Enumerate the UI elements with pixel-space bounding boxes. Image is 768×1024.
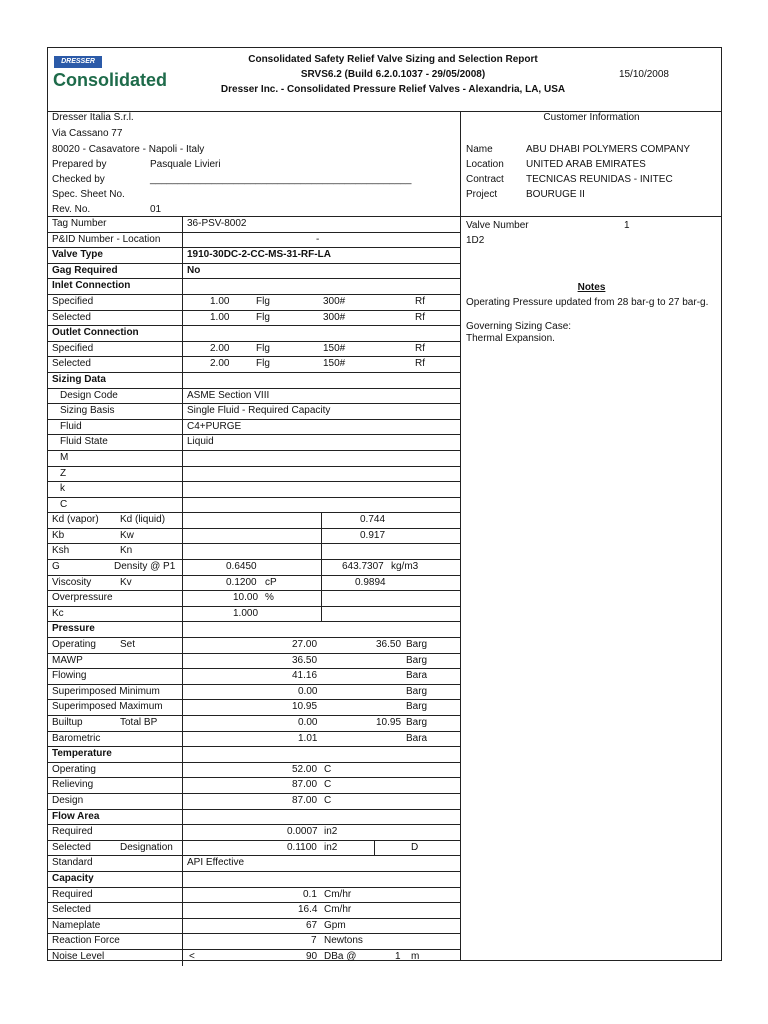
row-label: Viscosity	[52, 576, 92, 588]
project-label: Project	[466, 189, 498, 200]
report-company-line: Dresser Inc. - Consolidated Pressure Relief Valves - Alexandria, LA, USA	[220, 84, 566, 95]
row-label: Superimposed Maximum	[52, 701, 163, 713]
right-column	[460, 111, 722, 960]
row-label: Sizing Basis	[60, 405, 115, 417]
gag-value: No	[187, 264, 201, 276]
row-unit: C	[324, 794, 332, 806]
row-unit: kg/m3	[391, 561, 419, 573]
temperature-header: Temperature	[52, 748, 112, 760]
row-label: Kb	[52, 529, 65, 541]
row-value: 1.01	[298, 732, 318, 744]
row-value: Liquid	[187, 436, 214, 448]
table-row	[48, 217, 460, 233]
row-value: ASME Section VIII	[187, 389, 270, 401]
row-label: C	[60, 498, 68, 510]
table-row	[48, 638, 460, 654]
valve-type-value: 1910-30DC-2-CC-MS-31-RF-LA	[187, 249, 331, 261]
row-value: 0.1200	[226, 576, 257, 588]
valve-type-label: Valve Type	[52, 249, 103, 261]
row-label-2: Kw	[120, 529, 134, 541]
row-label: Nameplate	[52, 919, 101, 931]
row-label: Noise Level	[52, 950, 105, 962]
row-label: M	[60, 451, 69, 463]
table-row	[48, 529, 460, 545]
pid-value: -	[316, 233, 320, 245]
facing: Rf	[415, 295, 425, 307]
notes-title: Notes	[577, 282, 606, 293]
row-value: 0.917	[360, 529, 386, 541]
row-label: Operating	[52, 639, 96, 651]
section-header	[48, 279, 460, 295]
facing: Rf	[415, 311, 425, 323]
row-value: C4+PURGE	[187, 420, 242, 432]
row-label: Selected	[52, 311, 91, 323]
flow-area-header: Flow Area	[52, 810, 100, 822]
row-unit: C	[324, 763, 332, 775]
type: Flg	[256, 311, 270, 323]
row-unit: Cm/hr	[324, 888, 352, 900]
row-value: 0.00	[298, 717, 318, 728]
orifice-designation: D	[411, 841, 419, 853]
spec-sheet-label: Spec. Sheet No.	[52, 189, 125, 200]
row-unit: DBa @	[324, 950, 357, 962]
row-value-2: 36.50	[376, 639, 402, 651]
row-label: Reaction Force	[52, 935, 120, 947]
row-value: 27.00	[292, 639, 318, 651]
capacity-header: Capacity	[52, 872, 94, 884]
row-label: Operating	[52, 763, 96, 775]
customer-info	[461, 111, 722, 217]
row-label-2: Kn	[120, 545, 133, 557]
table-row	[48, 950, 460, 966]
table-row	[48, 700, 460, 716]
table-row	[48, 560, 460, 576]
table-row	[48, 576, 460, 592]
project-value: BOURUGE II	[526, 189, 585, 200]
type: Flg	[256, 358, 270, 370]
row-label: Kd (vapor)	[52, 514, 99, 526]
row-unit: in2	[324, 826, 338, 838]
row-value: 16.4	[298, 904, 318, 916]
table-row	[48, 856, 460, 872]
section-header	[48, 810, 460, 826]
row-label: Design Code	[60, 389, 118, 401]
table-row	[48, 888, 460, 904]
name-label: Name	[466, 144, 493, 155]
row-label: Standard	[52, 857, 93, 869]
row-value: 0.00	[298, 685, 318, 697]
row-unit: in2	[324, 841, 338, 853]
table-row	[48, 435, 460, 451]
row-unit: cP	[265, 576, 277, 588]
pressure-header: Pressure	[52, 623, 95, 635]
row-value: 0.744	[360, 514, 386, 526]
row-label: Selected	[52, 904, 91, 916]
report-date: 15/10/2008	[618, 69, 669, 80]
row-value: Single Fluid - Required Capacity	[187, 405, 331, 417]
table-row	[48, 295, 460, 311]
less-than: <	[189, 950, 195, 962]
rating: 150#	[323, 358, 346, 370]
table-row	[48, 233, 460, 249]
row-label: k	[60, 483, 65, 495]
table-row	[48, 654, 460, 670]
row-unit: Barg	[406, 639, 428, 651]
note-line-3: Thermal Expansion.	[466, 333, 555, 344]
section-header	[48, 747, 460, 763]
type: Flg	[256, 342, 270, 354]
row-label: Builtup	[52, 717, 83, 728]
checked-by-line: _______________________________________________	[150, 174, 412, 185]
row-value-2: 10.95	[376, 717, 402, 728]
company-block	[48, 111, 460, 217]
table-row	[48, 591, 460, 607]
inlet-header: Inlet Connection	[52, 280, 131, 292]
row-label-2: Total BP	[120, 717, 158, 728]
table-row	[48, 794, 460, 810]
table-row	[48, 467, 460, 483]
gag-label: Gag Required	[52, 264, 118, 276]
rev-label: Rev. No.	[52, 204, 91, 215]
row-unit: Barg	[406, 654, 428, 666]
row-value: 1.000	[233, 607, 259, 619]
table-row	[48, 342, 460, 358]
rev-value: 01	[150, 204, 162, 215]
tag-label: Tag Number	[52, 218, 107, 229]
row-value: 87.00	[292, 794, 318, 806]
valve-code: 1D2	[466, 235, 485, 246]
row-value: 90	[306, 950, 318, 962]
contract-label: Contract	[466, 174, 504, 185]
row-value: 0.1100	[287, 841, 317, 853]
row-label: Barometric	[52, 732, 101, 744]
table-row	[48, 357, 460, 373]
row-label: Specified	[52, 342, 94, 354]
company-city: 80020 - Casavatore - Napoli - Italy	[52, 144, 205, 155]
section-header	[48, 326, 460, 342]
row-label: MAWP	[52, 654, 83, 666]
row-label: Selected	[52, 358, 91, 370]
distance-unit: m	[411, 950, 420, 962]
table-row	[48, 248, 460, 264]
row-value: 0.0007	[287, 826, 318, 838]
tag-value: 36-PSV-8002	[187, 218, 247, 229]
row-unit: Newtons	[324, 935, 363, 947]
row-unit: Cm/hr	[324, 904, 352, 916]
table-row	[48, 498, 460, 514]
left-column	[48, 111, 460, 966]
facing: Rf	[415, 342, 425, 354]
table-row	[48, 482, 460, 498]
row-unit: Bara	[406, 670, 428, 682]
size: 1.00	[210, 311, 230, 323]
rating: 300#	[323, 311, 346, 323]
row-label: Design	[52, 794, 84, 806]
table-row	[48, 544, 460, 560]
row-unit: Barg	[406, 717, 428, 728]
row-value: 67	[306, 919, 318, 931]
table-row	[48, 451, 460, 467]
dresser-logo-badge: DRESSER	[54, 56, 102, 68]
row-value: 36.50	[292, 654, 318, 666]
contract-value: TECNICAS REUNIDAS - INITEC	[526, 174, 673, 185]
table-row	[48, 311, 460, 327]
report-title: Consolidated Safety Relief Valve Sizing and Selection Report	[248, 54, 538, 65]
company-street: Via Cassano 77	[52, 128, 123, 139]
row-label: Relieving	[52, 779, 94, 791]
row-label-2: Kv	[120, 576, 132, 588]
sizing-header: Sizing Data	[52, 373, 106, 385]
table-row	[48, 841, 460, 857]
distance-value: 1	[395, 950, 401, 962]
row-value: 10.00	[233, 592, 259, 604]
row-value: 52.00	[292, 763, 318, 775]
name-value: ABU DHABI POLYMERS COMPANY	[526, 144, 691, 155]
table-row	[48, 778, 460, 794]
table-row	[48, 825, 460, 841]
section-header	[48, 872, 460, 888]
table-row	[48, 934, 460, 950]
size: 2.00	[210, 342, 230, 354]
report-frame	[47, 47, 722, 961]
row-value-2: 643.7307	[342, 561, 384, 573]
location-value: UNITED ARAB EMIRATES	[526, 159, 646, 170]
table-row	[48, 903, 460, 919]
consolidated-logo: Consolidated	[53, 70, 168, 90]
facing: Rf	[415, 358, 425, 370]
row-value: 87.00	[292, 779, 318, 791]
prepared-by-label: Prepared by	[52, 159, 107, 170]
outlet-header: Outlet Connection	[52, 327, 139, 339]
note-line-1: Operating Pressure updated from 28 bar-g to 27 bar-g.	[466, 297, 709, 308]
row-label-2: Kd (liquid)	[120, 514, 166, 526]
customer-info-title: Customer Information	[543, 112, 640, 123]
type: Flg	[256, 295, 270, 307]
table-row	[48, 732, 460, 748]
row-label: Superimposed Minimum	[52, 685, 160, 697]
row-value: 7	[311, 935, 317, 947]
row-label: Z	[60, 467, 67, 479]
location-label: Location	[466, 159, 504, 170]
row-label: Required	[52, 826, 93, 838]
row-label-2: Designation	[120, 841, 173, 853]
table-row	[48, 389, 460, 405]
row-value: 0.1	[303, 888, 317, 900]
row-label: Required	[52, 888, 93, 900]
row-unit: Bara	[406, 732, 428, 744]
row-value-2: 0.9894	[355, 576, 386, 588]
company-name: Dresser Italia S.r.l.	[52, 112, 134, 123]
row-unit: %	[265, 592, 274, 604]
size: 2.00	[210, 358, 230, 370]
valve-number-label: Valve Number	[466, 220, 529, 231]
row-label: Fluid	[60, 420, 82, 432]
rating: 300#	[323, 295, 346, 307]
row-label: G	[52, 561, 60, 573]
row-label: Kc	[52, 607, 64, 619]
row-value: 10.95	[292, 701, 318, 713]
report-build: SRVS6.2 (Build 6.2.0.1037 - 29/05/2008)	[300, 69, 486, 80]
row-unit: Gpm	[324, 919, 346, 931]
table-row	[48, 420, 460, 436]
rating: 150#	[323, 342, 346, 354]
row-unit: C	[324, 779, 332, 791]
section-header	[48, 622, 460, 638]
row-label: Ksh	[52, 545, 70, 557]
row-value: API Effective	[187, 857, 245, 869]
note-line-2: Governing Sizing Case:	[466, 321, 572, 332]
row-label: Selected	[52, 841, 91, 853]
report-header	[48, 48, 721, 112]
row-label: Specified	[52, 295, 94, 307]
row-value: 41.16	[292, 670, 318, 682]
checked-by-label: Checked by	[52, 174, 105, 185]
table-row	[48, 763, 460, 779]
table-row	[48, 716, 460, 732]
row-label-2: Density @ P1	[114, 561, 176, 573]
section-header	[48, 373, 460, 389]
pid-label: P&ID Number - Location	[52, 233, 161, 245]
table-row	[48, 264, 460, 280]
row-label: Overpressure	[52, 592, 113, 604]
prepared-by-value: Pasquale Livieri	[150, 159, 221, 170]
row-unit: Barg	[406, 685, 428, 697]
table-row	[48, 919, 460, 935]
table-row	[48, 404, 460, 420]
table-row	[48, 607, 460, 623]
row-label: Flowing	[52, 670, 87, 682]
row-unit: Barg	[406, 701, 428, 713]
valve-number-value: 1	[624, 220, 630, 231]
row-value: 0.6450	[226, 561, 257, 573]
row-label-2: Set	[120, 639, 136, 651]
table-row	[48, 685, 460, 701]
table-row	[48, 513, 460, 529]
size: 1.00	[210, 295, 230, 307]
row-label: Fluid State	[60, 436, 108, 448]
table-row	[48, 669, 460, 685]
